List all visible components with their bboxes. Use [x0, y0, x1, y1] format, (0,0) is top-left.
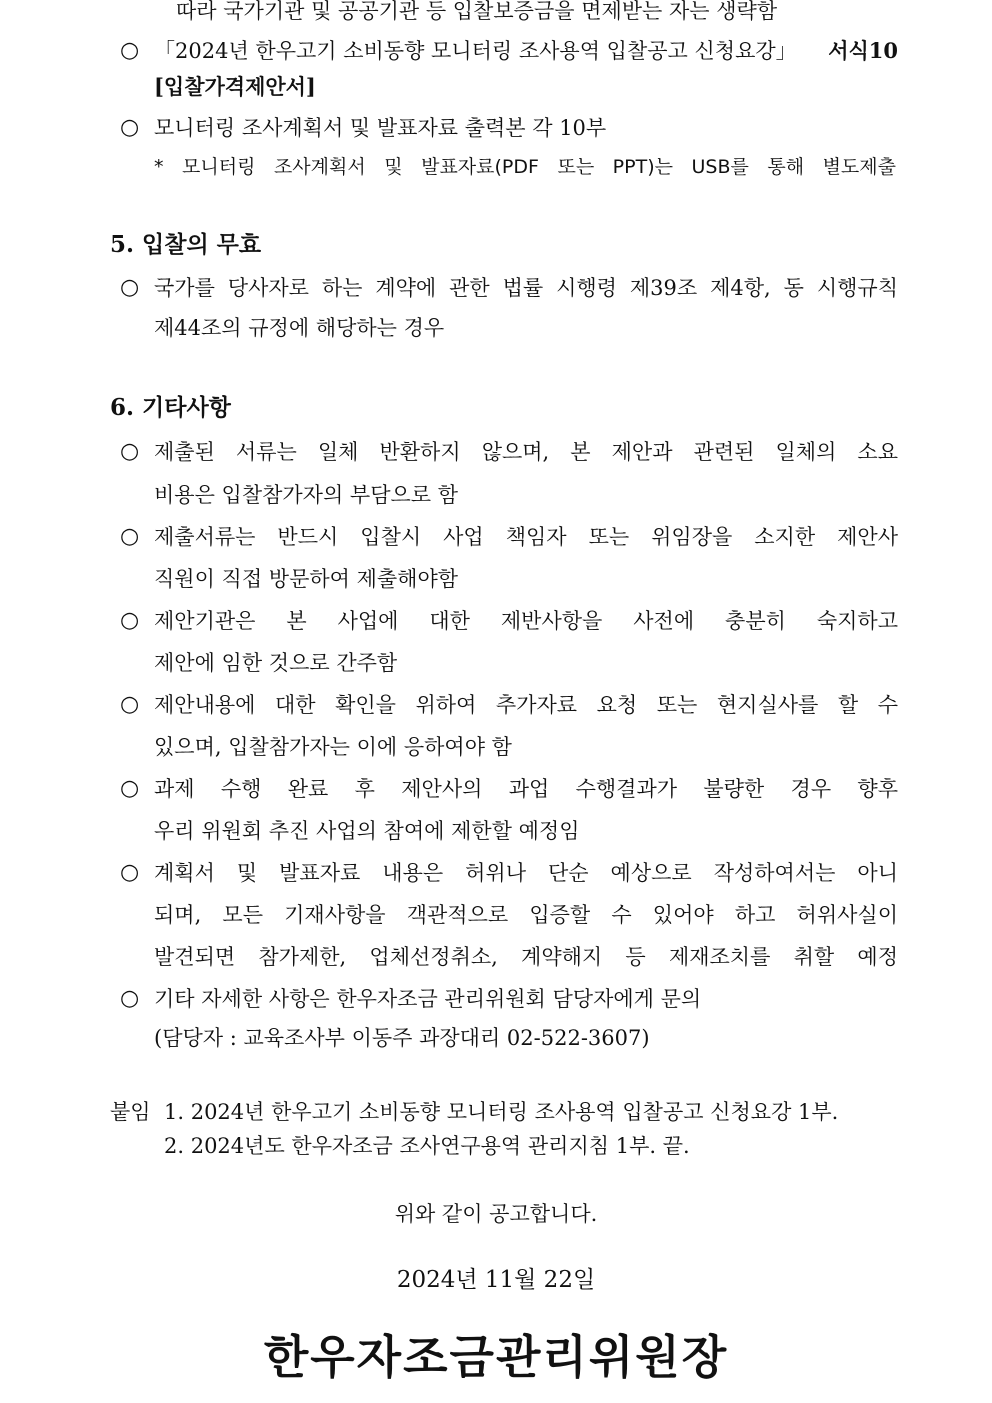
doc-item-usb-note-text: * 모니터링 조사계획서 및 발표자료(PDF 또는 PPT)는 USB를 통해 별도제출 [154, 156, 896, 178]
section-6-item-2-line-1: 제출서류는 반드시 입찰시 사업 책임자 또는 위임장을 소지한 제안사 [154, 525, 898, 549]
doc-item-usb-note [154, 152, 896, 182]
bullet-circle: ○ [120, 986, 140, 1011]
section-6-item-4-line-1: 제안내용에 대한 확인을 위하여 추가자료 요청 또는 현지실사를 할 수 [154, 693, 898, 717]
bullet-circle: ○ [120, 439, 140, 464]
bullet-circle: ○ [120, 608, 140, 633]
section-5-item-1-line-2: 제44조의 규정에 해당하는 경우 [154, 316, 445, 340]
section-6-item-3-line-1: 제안기관은 본 사업에 대한 제반사항을 사전에 충분히 숙지하고 [154, 609, 898, 633]
section-6-item-7-contact: (담당자 : 교육조사부 이동주 과장대리 02-522-3607) [154, 1026, 650, 1050]
announce-text: 위와 같이 공고합니다. [394, 1202, 598, 1226]
top-continuation-line: 따라 국가기관 및 공공기관 등 입찰보증금을 면제받는 자는 생략함 [176, 0, 778, 23]
section-6-item-1-line-2: 비용은 입찰참가자의 부담으로 함 [154, 483, 459, 507]
attachment-item-1: 1. 2024년 한우고기 소비동향 모니터링 조사용역 입찰공고 신청요강 1부. [164, 1100, 839, 1124]
attachment-item-2: 2. 2024년도 한우자조금 조사연구용역 관리지침 1부. 끝. [164, 1134, 690, 1158]
section-6-title: 6. 기타사항 [110, 394, 231, 421]
bullet-circle: ○ [120, 692, 140, 717]
section-6-item-5-line-1: 과제 수행 완료 후 제안사의 과업 수행결과가 불량한 경우 향후 [154, 777, 898, 801]
bullet-circle: ○ [120, 38, 140, 63]
section-6-item-6-line-3: 발견되면 참가제한, 업체선정취소, 계약해지 등 제재조치를 취할 예정 [154, 945, 898, 969]
bullet-circle: ○ [120, 275, 140, 300]
signature-title: 한우자조금관리위원장 [263, 1330, 729, 1384]
bullet-circle: ○ [120, 860, 140, 885]
attachments-label: 붙임 [110, 1100, 151, 1124]
doc-item-form10 [154, 36, 898, 66]
section-6-item-4-line-2: 있으며, 입찰참가자는 이에 응하여야 함 [154, 735, 512, 759]
doc-item-printouts: 모니터링 조사계획서 및 발표자료 출력본 각 10부 [154, 116, 607, 140]
section-6-item-6-line-2: 되며, 모든 기재사항을 객관적으로 입증할 수 있어야 하고 허위사실이 [154, 903, 898, 927]
section-6-item-2-line-2: 직원이 직접 방문하여 제출해야함 [154, 567, 459, 591]
bullet-circle: ○ [120, 524, 140, 549]
doc-item-form10-cont: [입찰가격제안서] [154, 74, 316, 99]
section-6-item-3-line-2: 제안에 임한 것으로 간주함 [154, 651, 398, 675]
bullet-circle: ○ [120, 776, 140, 801]
section-6-item-5-line-2: 우리 위원회 추진 사업의 참여에 제한할 예정임 [154, 819, 580, 843]
section-5-title: 5. 입찰의 무효 [110, 231, 262, 258]
doc-item-form10-text: 「2024년 한우고기 소비동향 모니터링 조사용역 입찰공고 신청요강」 [154, 39, 797, 63]
bullet-circle: ○ [120, 115, 140, 140]
section-5-item-1-line-1: 국가를 당사자로 하는 계약에 관한 법률 시행령 제39조 제4항, 동 시행규칙 [154, 276, 898, 300]
section-6-item-6-line-1: 계획서 및 발표자료 내용은 허위나 단순 예상으로 작성하여서는 아니 [154, 861, 898, 885]
document-date: 2024년 11월 22일 [396, 1267, 596, 1293]
doc-item-form10-label: 서식10 [828, 38, 898, 63]
section-6-item-1-line-1: 제출된 서류는 일체 반환하지 않으며, 본 제안과 관련된 일체의 소요 [154, 440, 898, 464]
section-6-item-7-line-1: 기타 자세한 사항은 한우자조금 관리위원회 담당자에게 문의 [154, 987, 702, 1011]
